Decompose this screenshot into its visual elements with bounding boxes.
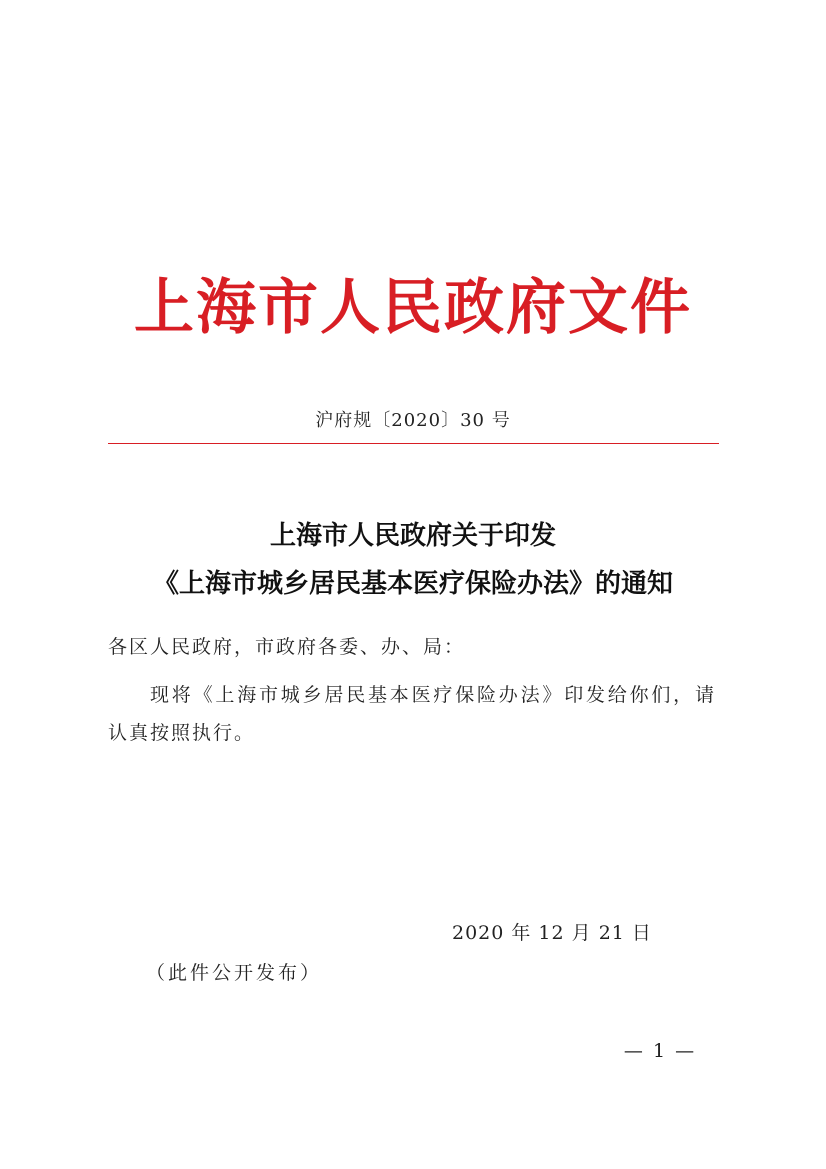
issue-date: 2020 年 12 月 21 日 [452, 922, 652, 944]
document-title-line-2: 《上海市城乡居民基本医疗保险办法》的通知 [152, 569, 673, 599]
page-number: — 1 — [623, 1040, 697, 1062]
body-paragraph: 现将《上海市城乡居民基本医疗保险办法》印发给你们，请认真按照执行。 [108, 684, 716, 744]
release-note: （此件公开发布） [146, 962, 323, 984]
issuing-authority-header: 上海市人民政府文件 [134, 273, 692, 343]
document-title-line-1: 上海市人民政府关于印发 [269, 521, 556, 551]
red-separator-line [108, 443, 719, 444]
document-number: 沪府规〔2020〕30 号 [315, 410, 511, 431]
salutation: 各区人民政府，市政府各委、办、局： [108, 636, 466, 658]
